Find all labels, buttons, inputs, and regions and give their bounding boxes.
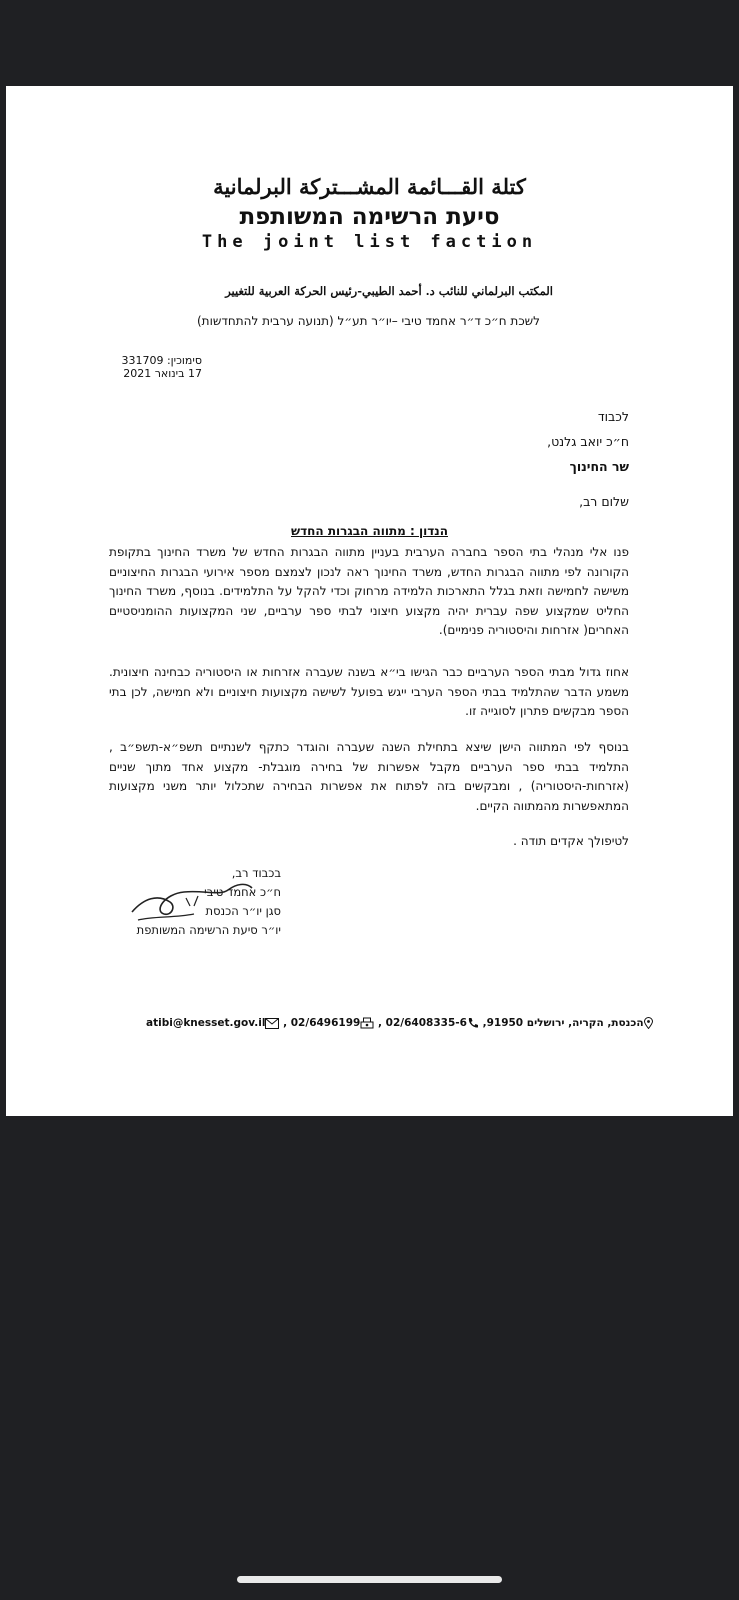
office-arabic-line: المكتب البرلماني للنائب د. أحمد الطيبي-رئيس الحركة العربية للتغيير	[225, 284, 553, 298]
body-paragraph-4: לטיפולך אקדים תודה .	[513, 834, 629, 848]
footer-phone: 02/6408335-6	[385, 1017, 467, 1029]
office-hebrew-line: לשכת ח״כ ד״ר אחמד טיבי –יו״ר תע״ל (תנועה ערבית להתחדשות)	[197, 314, 540, 328]
handwritten-signature	[124, 876, 264, 928]
location-pin-icon	[644, 1017, 653, 1029]
signature-faction-role: יו״ר סיעת הרשימה המשותפת	[136, 923, 281, 937]
phone-icon	[467, 1017, 479, 1029]
body-paragraph-3: בנוסף לפי המתווה הישן שיצא בתחילת השנה שעברה והוגדר כתקף לשנתיים תשפ״א-תשפ״ב , התלמיד בבתי ספר הערביים מקבל אפשרות של בחירה מוגבלת- מקצוע אחד מתוך שניים (אזרחות-היסטוריה) , ומבקשים בזה לפתוח את אפשרות הבחירה שתכלול יותר משני מקצועות המתאפשרות מהמתווה הקיים.	[109, 740, 629, 813]
fax-icon	[360, 1017, 374, 1029]
letterhead-hebrew-title: סיעת הרשימה המשותפת	[239, 204, 500, 230]
reference-block	[116, 354, 202, 380]
subject-line: הנדון : מתווה הבגרות החדש	[291, 524, 448, 538]
footer-address: הכנסת, הקריה, ירושלים 91950,	[482, 1017, 644, 1029]
reference-number: סימוכין: 331709	[121, 354, 202, 367]
home-indicator[interactable]	[237, 1576, 502, 1583]
body-paragraph-2: אחוז גדול מבתי הספר הערביים כבר הגישו בי״א בשנה שעברה אזרחות או היסטוריה כבחינה חיצונית. משמע הדבר שהתלמיד בבתי הספר הערבי ייגש בפועל לשישה מקצועות חיצוניים ולא חמישה, לכן בתי הספר מבקשים פתרון לסוגייה זו.	[109, 665, 629, 718]
addressee-honorific: לכבוד	[597, 409, 629, 424]
addressee-name: ח״כ יואב גלנט,	[547, 434, 629, 449]
greeting: שלום רב,	[579, 494, 629, 509]
footer-email: atibi@knesset.gov.il	[146, 1017, 266, 1029]
letter-date: 17 בינואר 2021	[123, 367, 202, 380]
letterhead-english-title: The joint list faction	[201, 232, 538, 252]
footer-fax: 02/6496199	[290, 1017, 361, 1029]
contact-footer: atibi@knesset.gov.il , 02/6496199 , 02/6408335-6 הכנסת, הקריה, ירושלים 91950,	[146, 1017, 653, 1029]
letterhead-arabic-title: كتلة القـــائمة المشـــتركة البرلمانية	[213, 174, 526, 199]
signature-closing: בכבוד רב,	[231, 866, 281, 880]
body-paragraph-1: פנו אלי מנהלי בתי הספר בחברה הערבית בעניין מתווה הבגרות החדש של משרד החינוך בתקופת הקורונה לפי מתווה הבגרות החדש, משרד החינוך ראה לנכון לצמצם מספר אירועי הבגרות החיצוניים משישה לחמישה וזאת בגלל התארכות הלמידה מרחוק וכדי להקל על התלמידים. בנוסף, משרד החינוך החליט שמקצוע שפה עברית יהיה מקצוע חיצוני לבתי ספר ערביים, שני המקצועות ההומניסטיים האחרים( אזרחות והיסטוריה פנימיים).	[109, 545, 629, 637]
addressee-title: שר החינוך	[569, 459, 629, 474]
envelope-icon	[265, 1018, 279, 1029]
addressee-block	[547, 404, 629, 479]
signature-role: סגן יו״ר הכנסת	[205, 904, 281, 918]
signature-name: ח״כ אחמד טיבי	[204, 885, 281, 899]
letter-page	[6, 86, 733, 1116]
